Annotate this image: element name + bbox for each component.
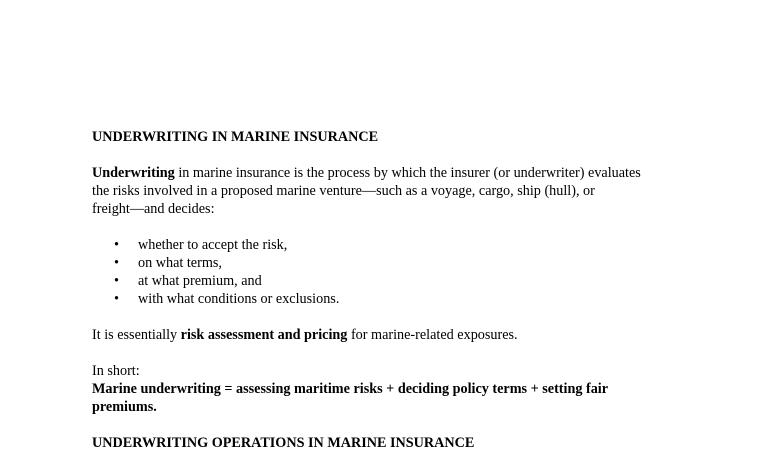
essence-suffix: for marine-related exposures. <box>347 327 518 343</box>
section-heading: UNDERWRITING IN MARINE INSURANCE <box>92 129 379 145</box>
essence-paragraph <box>92 326 732 344</box>
bullet-icon: • <box>114 255 119 271</box>
bullet-icon: • <box>114 237 119 253</box>
list-item-text: with what conditions or exclusions. <box>138 291 340 307</box>
summary-label: In short: <box>92 363 140 379</box>
bullet-icon: • <box>114 273 119 289</box>
intro-line-3: freight—and decides: <box>92 201 215 217</box>
intro-paragraph <box>92 164 732 218</box>
essence-bold: risk assessment and pricing <box>180 327 348 343</box>
list-item <box>92 254 732 272</box>
intro-line-1: in marine insurance is the process by which the insurer (or underwriter) evaluates <box>174 165 641 181</box>
list-item-text: whether to accept the risk, <box>138 237 288 253</box>
list-item-text: on what terms, <box>138 255 222 271</box>
list-item <box>92 236 732 254</box>
list-item-text: at what premium, and <box>138 273 262 289</box>
intro-line-2: the risks involved in a proposed marine venture—such as a voyage, cargo, ship (hull), or <box>92 183 595 199</box>
summary-line-2: premiums. <box>92 399 157 415</box>
bullet-icon: • <box>114 291 119 307</box>
intro-bold-term: Underwriting <box>92 165 175 181</box>
summary-line-1: Marine underwriting = assessing maritime risks + deciding policy terms + setting fair <box>92 381 609 397</box>
list-item <box>92 272 732 290</box>
decision-list <box>92 236 732 308</box>
document-page <box>92 128 732 452</box>
list-item <box>92 290 732 308</box>
essence-prefix: It is essentially <box>92 327 181 343</box>
summary-paragraph <box>92 362 732 416</box>
next-section-heading: UNDERWRITING OPERATIONS IN MARINE INSURANCE <box>92 435 475 451</box>
